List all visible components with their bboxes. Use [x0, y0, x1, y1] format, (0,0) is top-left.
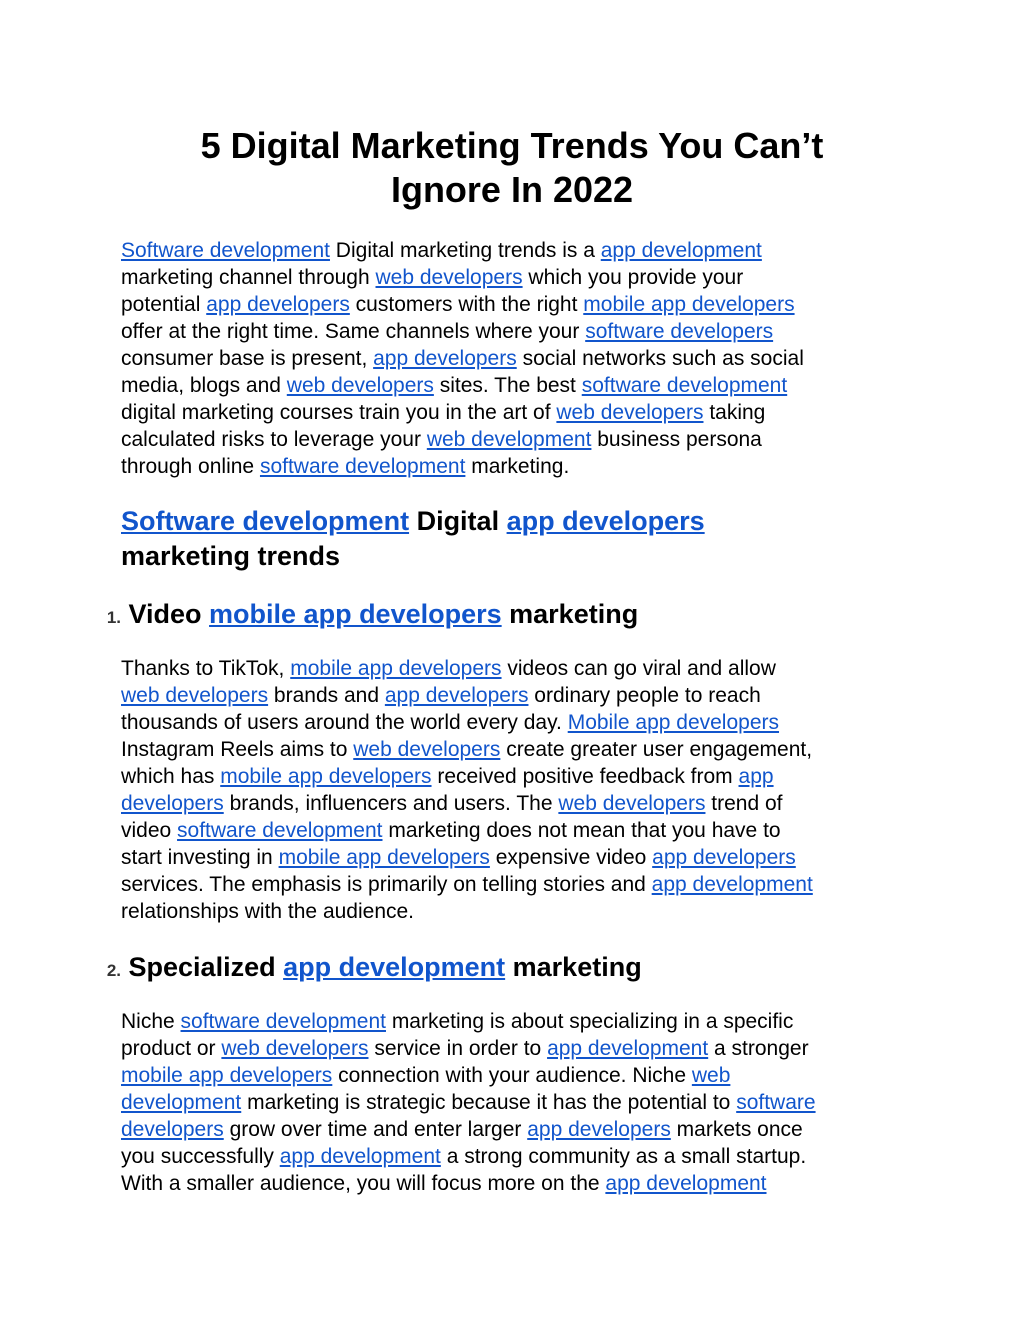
text-line — [121, 1089, 901, 1116]
link-software-development[interactable]: software development — [180, 1010, 386, 1033]
text-line — [121, 237, 901, 264]
text-line — [121, 817, 901, 844]
text-segment: Digital — [409, 506, 507, 536]
text-line — [121, 504, 705, 539]
link-app-development[interactable]: app development — [283, 952, 506, 982]
text-segment: consumer base is present, — [121, 347, 374, 370]
text-segment: a strong community as a small startup. — [440, 1145, 807, 1168]
text-line — [121, 1035, 901, 1062]
text-segment: calculated risks to leverage your — [121, 428, 427, 451]
text-segment: social networks such as social — [516, 347, 804, 370]
link-mobile-app-developers[interactable]: mobile app developers — [278, 846, 490, 869]
text-segment: which you provide your — [522, 266, 744, 289]
section-heading — [121, 504, 705, 574]
link-app-development[interactable]: app development — [547, 1037, 709, 1060]
text-segment: brands and — [268, 684, 385, 707]
trend-2-heading — [59, 950, 839, 988]
text-line — [121, 318, 901, 345]
link-app-developers[interactable]: app developers — [384, 684, 529, 707]
link-web-developers[interactable]: web developers — [558, 792, 706, 815]
text-segment: marketing. — [465, 455, 570, 478]
text-segment: grow over time and enter larger — [223, 1118, 528, 1141]
text-segment: Niche — [121, 1010, 181, 1033]
link-mobile-app-developers[interactable]: mobile app developers — [220, 765, 432, 788]
link-web-developers[interactable]: web developers — [556, 401, 704, 424]
text-segment: Thanks to TikTok, — [121, 657, 291, 680]
text-segment: Video — [128, 599, 210, 629]
text-segment: sites. The best — [433, 374, 582, 397]
link-app-development[interactable]: app development — [651, 873, 813, 896]
link-mobile-app-developers[interactable]: mobile app developers — [121, 1064, 333, 1087]
trend-1-heading — [59, 597, 839, 635]
text-line — [121, 844, 901, 871]
text-segment: videos can go viral and allow — [501, 657, 776, 680]
text-segment: you successfully — [121, 1145, 280, 1168]
text-segment: a stronger — [708, 1037, 809, 1060]
link-developers[interactable]: developers — [121, 792, 224, 815]
link-app-development[interactable]: app development — [605, 1172, 767, 1195]
trend-1-title — [129, 599, 639, 629]
text-segment: through online — [121, 455, 260, 478]
link-mobile-app-developers[interactable]: mobile app developers — [290, 657, 502, 680]
text-line — [121, 682, 901, 709]
link-web-developers[interactable]: web developers — [221, 1037, 369, 1060]
trend-1-paragraph — [121, 655, 901, 925]
link-web[interactable]: web — [691, 1064, 731, 1087]
link-software-development[interactable]: Software development — [121, 239, 330, 262]
text-segment: marketing — [501, 599, 639, 629]
text-line — [121, 790, 901, 817]
text-segment: start investing in — [121, 846, 279, 869]
link-web-developers[interactable]: web developers — [353, 738, 501, 761]
text-line — [121, 1062, 901, 1089]
text-line — [121, 399, 901, 426]
text-segment: offer at the right time. Same channels where your — [121, 320, 586, 343]
trend-2-number: 2. — [106, 961, 121, 980]
text-segment: thousands of users around the world every day. — [121, 711, 568, 734]
text-segment: services. The emphasis is primarily on telling stories and — [121, 873, 652, 896]
link-web-developers[interactable]: web developers — [375, 266, 523, 289]
text-segment: Digital marketing trends is a — [329, 239, 601, 262]
text-segment: trend of — [705, 792, 783, 815]
text-segment: marketing trends — [121, 541, 341, 571]
text-segment: expensive video — [489, 846, 653, 869]
text-segment: With a smaller audience, you will focus more on the — [121, 1172, 606, 1195]
text-segment: Instagram Reels aims to — [121, 738, 354, 761]
link-app-developers[interactable]: app developers — [506, 506, 705, 536]
text-line — [121, 871, 901, 898]
text-line — [121, 1008, 901, 1035]
link-software-developers[interactable]: software developers — [585, 320, 774, 343]
text-line — [121, 736, 901, 763]
intro-paragraph — [121, 237, 901, 480]
text-line — [121, 426, 901, 453]
text-line — [121, 655, 901, 682]
text-line — [121, 345, 901, 372]
text-segment: video — [121, 819, 178, 842]
text-segment: digital marketing courses train you in the art of — [121, 401, 557, 424]
link-app-developers[interactable]: app developers — [652, 846, 796, 869]
text-segment: marketing is about specializing in a specific — [385, 1010, 794, 1033]
trend-2-paragraph — [121, 1008, 901, 1197]
text-segment: taking — [703, 401, 766, 424]
title-line-1: 5 Digital Marketing Trends You Can’t — [200, 125, 824, 166]
link-app-development[interactable]: app development — [279, 1145, 441, 1168]
link-app-developers[interactable]: app developers — [206, 293, 350, 316]
link-mobile-app-developers[interactable]: mobile app developers — [209, 599, 502, 629]
link-app-development[interactable]: app development — [600, 239, 762, 262]
text-segment: potential — [121, 293, 207, 316]
text-segment: business persona — [591, 428, 762, 451]
text-segment: relationships with the audience. — [121, 900, 415, 923]
text-line — [121, 264, 901, 291]
title-line-2: Ignore In 2022 — [390, 169, 634, 210]
link-mobile-app-developers[interactable]: mobile app developers — [583, 293, 795, 316]
text-line — [121, 539, 705, 574]
text-segment: marketing does not mean that you have to — [382, 819, 781, 842]
text-line — [121, 372, 901, 399]
text-segment: marketing — [505, 952, 642, 982]
text-segment: Specialized — [128, 952, 284, 982]
link-web-developers[interactable]: web developers — [286, 374, 434, 397]
page-title — [0, 124, 1024, 212]
text-segment: brands, influencers and users. The — [223, 792, 559, 815]
link-mobile-app-developers[interactable]: Mobile app developers — [567, 711, 780, 734]
text-segment: create greater user engagement, — [500, 738, 813, 761]
text-line — [121, 763, 901, 790]
link-software-development[interactable]: software development — [259, 455, 466, 478]
text-segment: markets once — [670, 1118, 803, 1141]
text-segment: service in order to — [368, 1037, 548, 1060]
text-segment: received positive feedback from — [431, 765, 739, 788]
text-line — [121, 1143, 901, 1170]
text-segment: marketing is strategic because it has the potential to — [241, 1091, 737, 1114]
text-line — [121, 453, 901, 480]
text-line — [121, 898, 901, 925]
trend-2-title — [129, 952, 642, 982]
link-app[interactable]: app — [738, 765, 774, 788]
text-line — [121, 709, 901, 736]
link-developers[interactable]: developers — [121, 1118, 224, 1141]
link-app-developers[interactable]: app developers — [527, 1118, 671, 1141]
text-segment: connection with your audience. Niche — [332, 1064, 692, 1087]
link-software-development[interactable]: software development — [177, 819, 383, 842]
text-segment: customers with the right — [349, 293, 584, 316]
text-segment: which has — [121, 765, 221, 788]
text-line — [121, 291, 901, 318]
link-software[interactable]: software — [736, 1091, 816, 1114]
text-line — [121, 1170, 901, 1197]
text-segment: ordinary people to reach — [528, 684, 761, 707]
link-software-development[interactable]: software development — [581, 374, 788, 397]
link-web-developers[interactable]: web developers — [121, 684, 269, 707]
text-segment: product or — [121, 1037, 222, 1060]
link-web-development[interactable]: web development — [426, 428, 592, 451]
trend-1-number: 1. — [106, 608, 121, 627]
text-segment: marketing channel through — [121, 266, 376, 289]
text-line — [121, 1116, 901, 1143]
link-development[interactable]: development — [121, 1091, 242, 1114]
link-app-developers[interactable]: app developers — [373, 347, 517, 370]
text-segment: media, blogs and — [121, 374, 287, 397]
link-software-development[interactable]: Software development — [121, 506, 410, 536]
